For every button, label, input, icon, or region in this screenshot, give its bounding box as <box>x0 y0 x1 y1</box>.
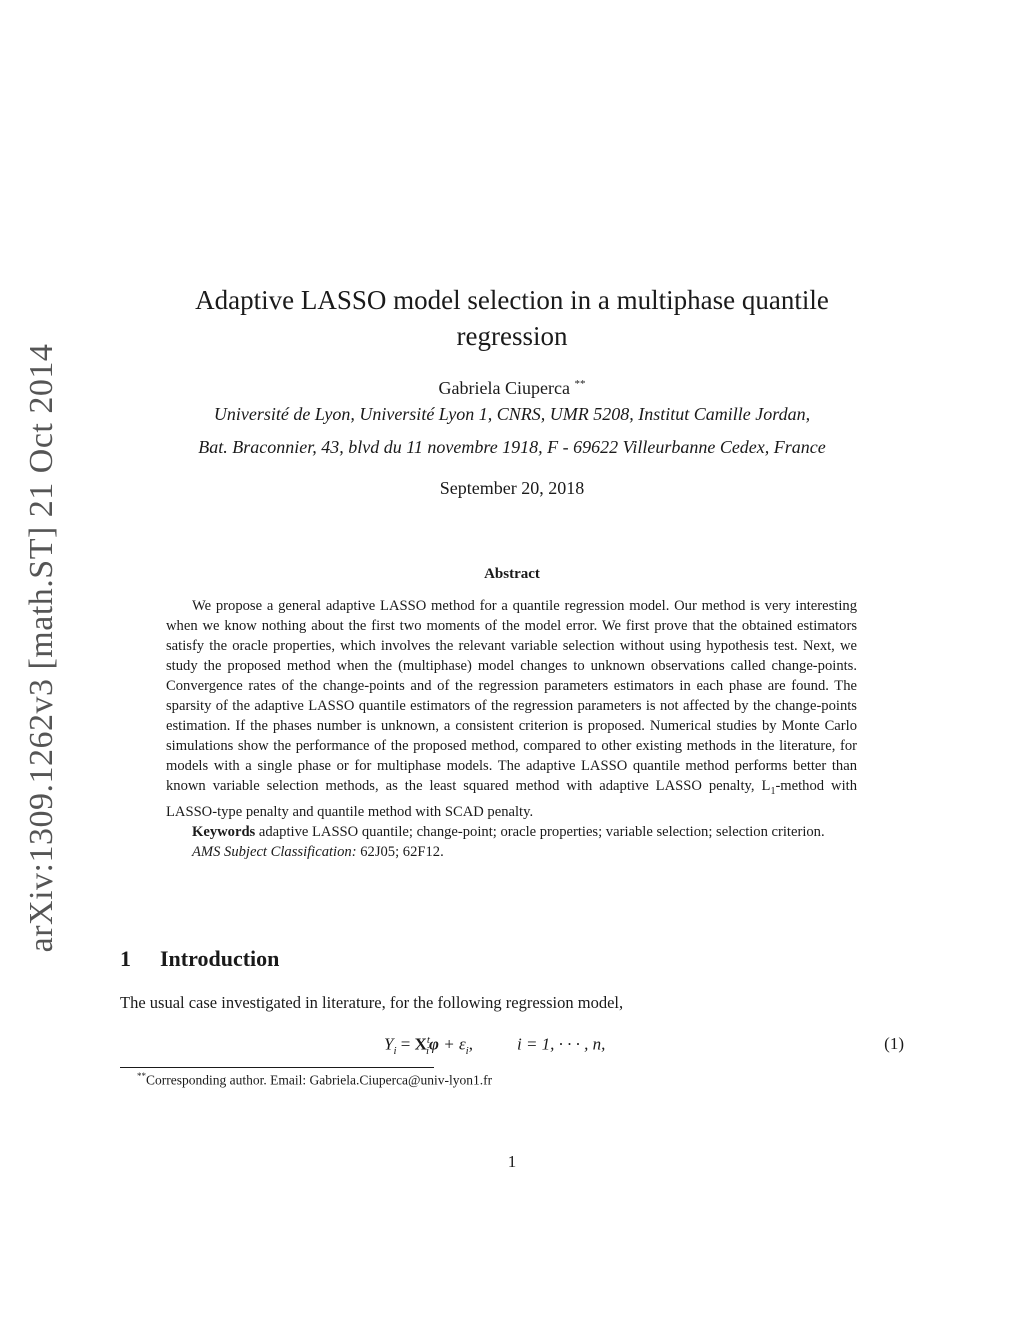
affiliation-line-1: Université de Lyon, Université Lyon 1, CNRS, UMR 5208, Institut Camille Jordan, <box>213 404 811 424</box>
eq-plus-eps: + ε <box>438 1034 466 1054</box>
eq-index: i = 1, · · · , n, <box>516 1034 606 1054</box>
author-line <box>150 378 874 399</box>
eq-eps-sub: i <box>465 1045 469 1058</box>
ams-label: AMS Subject Classification: <box>192 843 357 860</box>
section-title: Introduction <box>160 946 280 971</box>
footnote-text: Corresponding author. Email: Gabriela.Ciuperca@univ-lyon1.fr <box>146 1072 493 1088</box>
author-name: Gabriela Ciuperca <box>438 378 570 398</box>
eq-x-sup: t <box>426 1034 430 1046</box>
eq-lhs-sub: i <box>393 1045 397 1058</box>
page-number: 1 <box>507 1152 517 1171</box>
abstract-paragraph <box>166 596 857 822</box>
paper-title: Adaptive LASSO model selection in a multiphase quantile regression <box>195 285 829 351</box>
section-heading <box>120 946 279 972</box>
section-number: 1 <box>120 946 131 971</box>
affiliation-line-2: Bat. Braconnier, 43, blvd du 11 novembre 1918, F - 69622 Villeurbanne Cedex, France <box>198 437 826 457</box>
ams-value: 62J05; 62F12. <box>360 843 444 860</box>
eq-phi: φ <box>429 1034 439 1054</box>
footnote <box>137 1071 492 1089</box>
abstract-tail: -method with LASSO-type penalty and quantile method with SCAD penalty. <box>166 778 857 820</box>
eq-equals: = <box>396 1034 415 1054</box>
author-footnote-mark: ** <box>574 378 586 390</box>
footnote-rule <box>120 1067 434 1068</box>
keywords-text: adaptive LASSO quantile; change-point; oracle properties; variable selection; selection criterion. <box>258 823 825 840</box>
equation-1 <box>384 1034 605 1057</box>
abstract-block <box>166 596 857 862</box>
abstract-subscript: 1 <box>770 785 776 797</box>
abstract-text: We propose a general adaptive LASSO method for a quantile regression model. Our method is very interesting when we know nothing about the first two moments of the model error. We first prove that the obtained estimators satisfy the oracle properties, which involves the relevant variable selection without using hypothesis test. Next, we study the proposed method when the (multiphase) model changes to unknown observations called change-points. Convergence rates of the change-points and of the regression parameters estimators in each phase are found. The sparsity of the adaptive LASSO quantile estimators of the regression parameters is not affected by the change-points estimation. If the phases number is unknown, a consistent criterion is proposed. Numerical studies by Monte Carlo simulations show the performance of the proposed method, compared to other existing methods in the literature, for models with a single phase or for multiphase models. The adaptive LASSO quantile method performs better than known variable selection methods, as the least squared method with adaptive LASSO penalty, L <box>166 598 857 794</box>
eq-x-sub: i <box>425 1045 430 1058</box>
eq-comma: , <box>468 1034 473 1054</box>
arxiv-side-stamp: arXiv:1309.1262v3 [math.ST] 21 Oct 2014 <box>23 343 60 953</box>
abstract-heading: Abstract <box>484 566 540 582</box>
keywords-label: Keywords <box>192 823 256 840</box>
paper-date: September 20, 2018 <box>439 478 585 498</box>
footnote-mark: ** <box>137 1071 146 1081</box>
eq-lhs: Y <box>384 1034 394 1054</box>
keywords-line <box>166 822 857 842</box>
ams-classification <box>166 842 857 862</box>
eq-x: X <box>414 1034 427 1054</box>
equation-number: (1) <box>884 1034 904 1053</box>
intro-paragraph: The usual case investigated in literature, for the following regression model, <box>120 993 624 1012</box>
